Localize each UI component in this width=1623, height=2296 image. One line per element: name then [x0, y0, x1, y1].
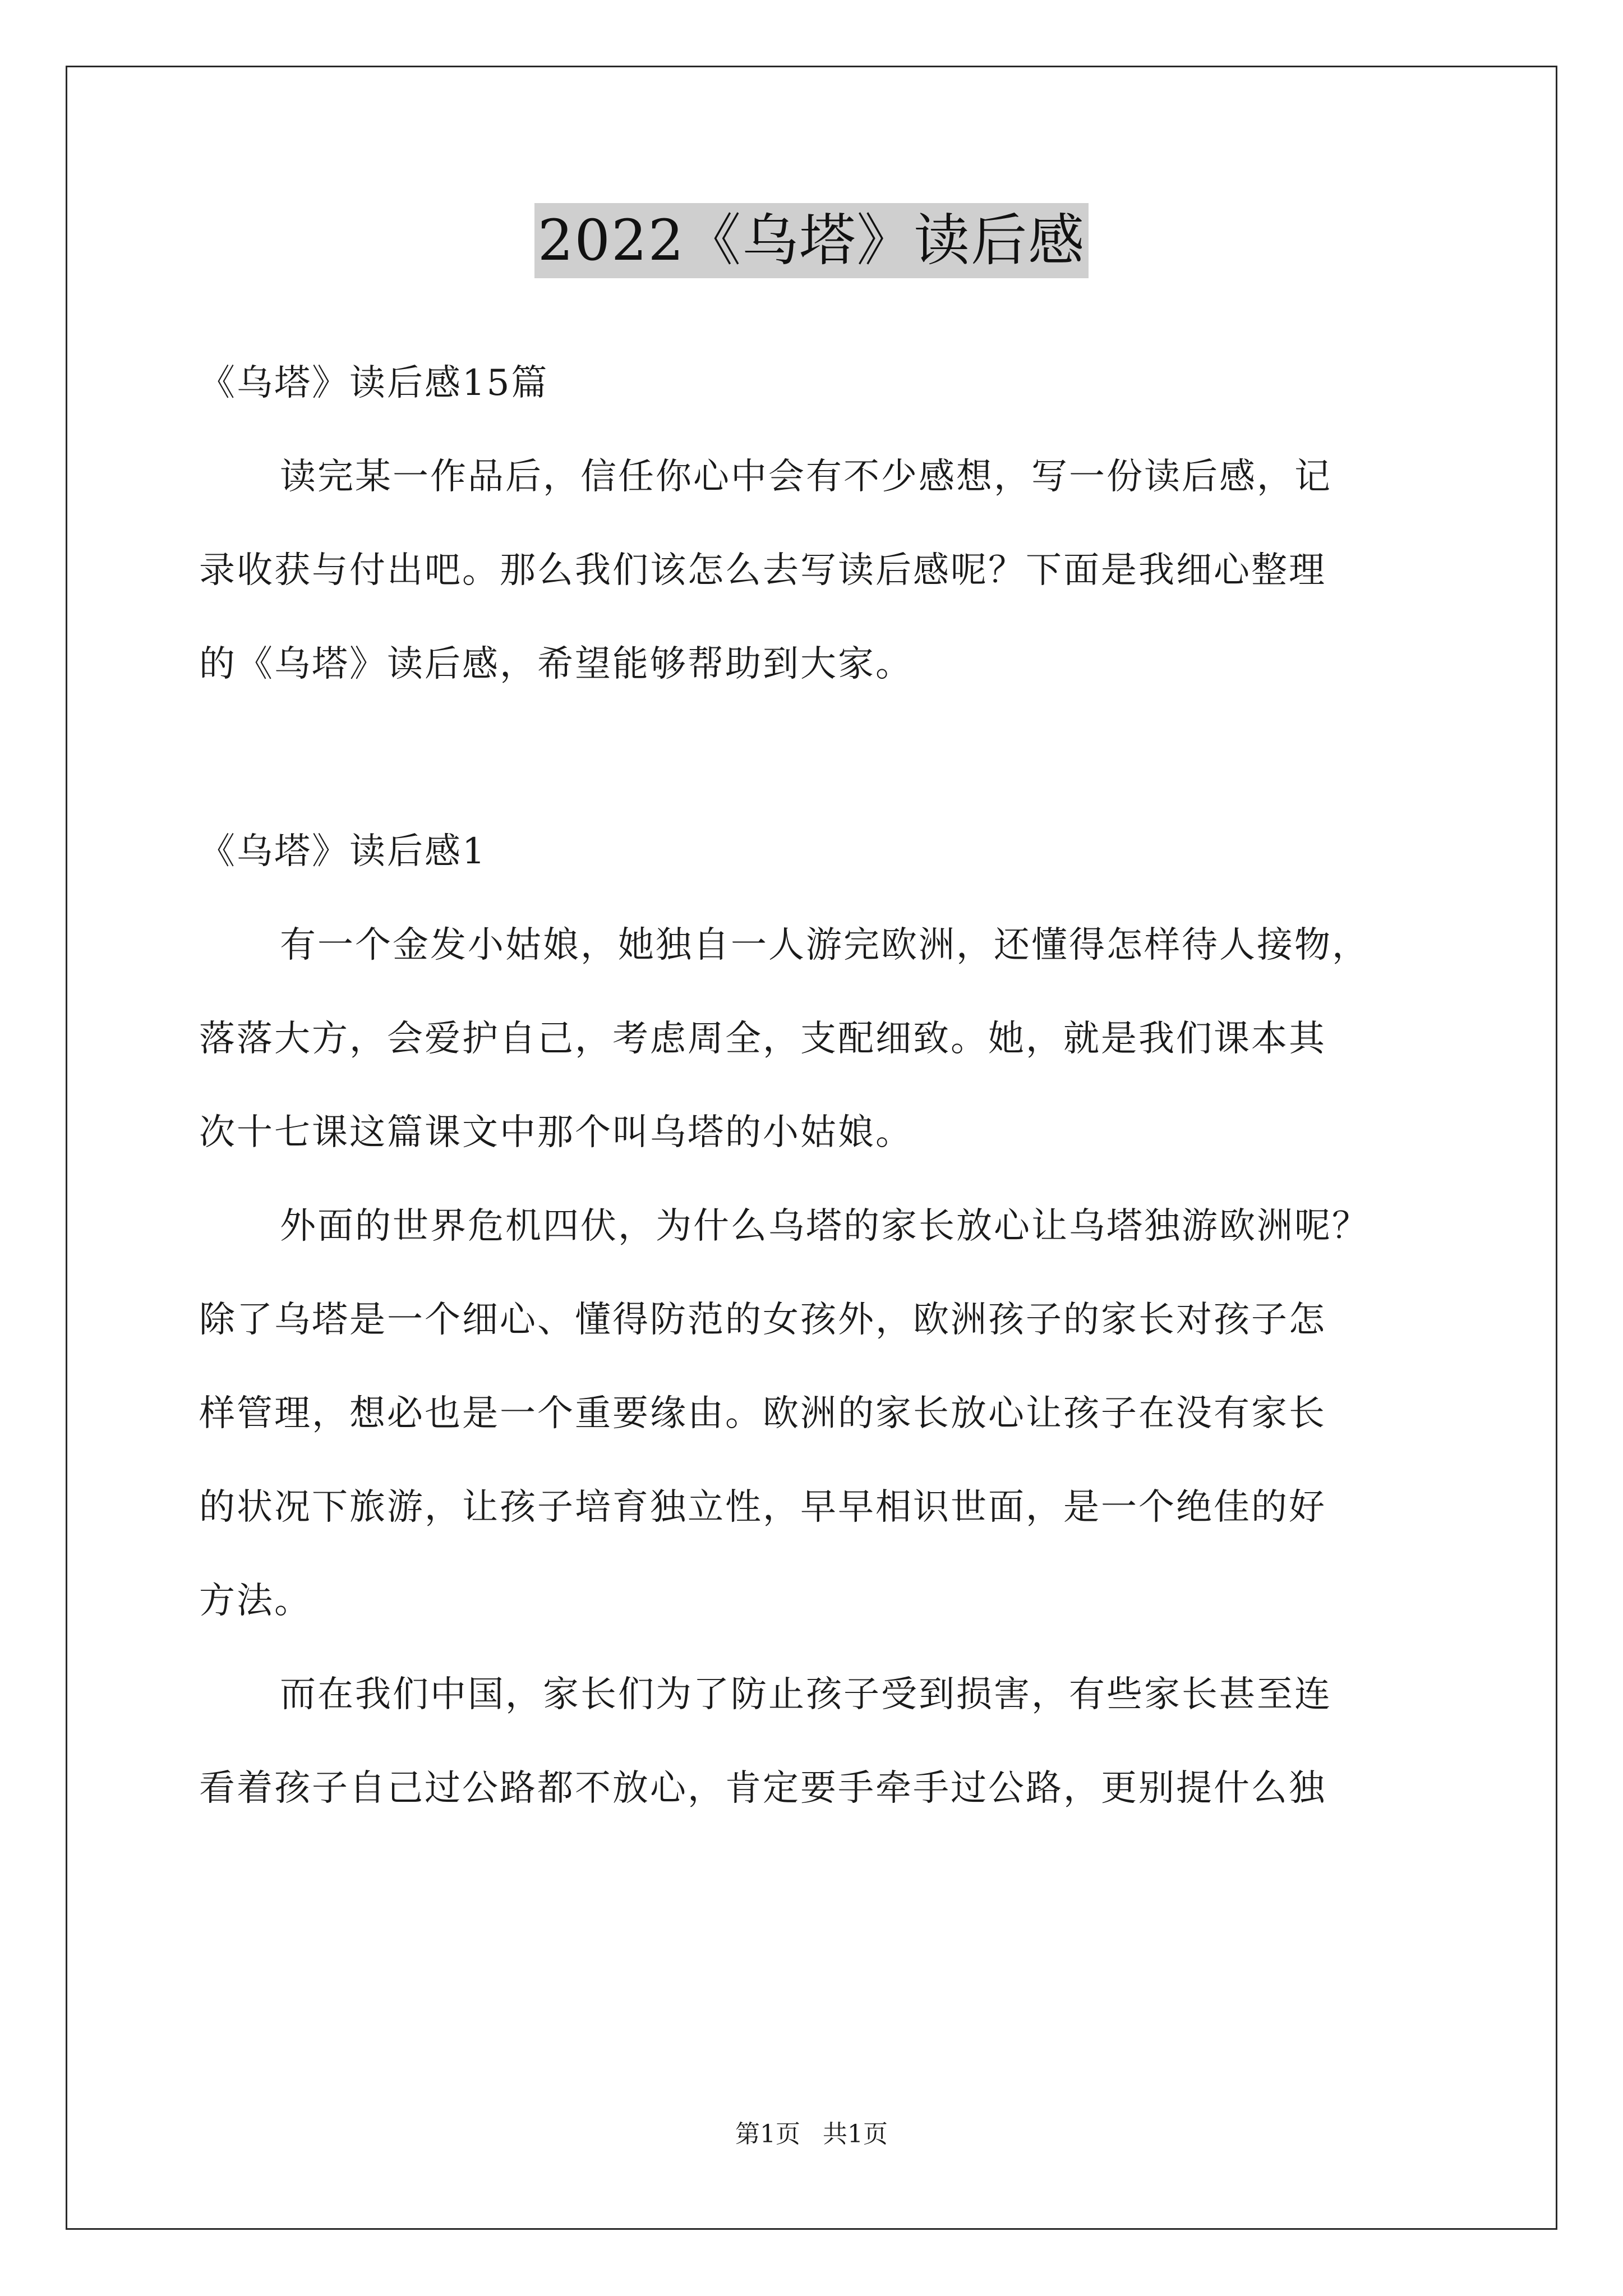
paragraph-line: 外面的世界危机四伏，为什么乌塔的家长放心让乌塔独游欧洲呢？: [280, 1205, 1370, 1247]
page-number-current: 第1页: [735, 2120, 800, 2148]
paragraph-line: 有一个金发小姑娘，她独自一人游完欧洲，还懂得怎样待人接物，: [280, 924, 1370, 966]
page-number-total: 共1页: [823, 2120, 888, 2148]
paragraph-line: 样管理，想必也是一个重要缘由。欧洲的家长放心让孩子在没有家长: [199, 1393, 1326, 1434]
document-body: [199, 337, 1433, 1835]
section-heading: 《乌塔》读后感1: [199, 831, 487, 872]
subtitle-line: 《乌塔》读后感15篇: [199, 362, 549, 404]
page-footer: [0, 2118, 1623, 2151]
paragraph-line: 录收获与付出吧。那么我们该怎么去写读后感呢？下面是我细心整理: [199, 550, 1326, 591]
paragraph-line: 的《乌塔》读后感，希望能够帮助到大家。: [199, 643, 913, 685]
paragraph-line: 而在我们中国，家长们为了防止孩子受到损害，有些家长甚至连: [280, 1674, 1332, 1715]
paragraph-line: 除了乌塔是一个细心、懂得防范的女孩外，欧洲孩子的家长对孩子怎: [199, 1299, 1326, 1341]
paragraph-line: 方法。: [199, 1580, 312, 1622]
paragraph-line: 次十七课这篇课文中那个叫乌塔的小姑娘。: [199, 1112, 913, 1153]
paragraph-line: 读完某一作品后，信任你心中会有不少感想，写一份读后感，记: [280, 456, 1332, 498]
document-title: 2022《乌塔》读后感: [534, 203, 1089, 278]
title-container: [0, 203, 1623, 278]
paragraph-line: 落落大方，会爱护自己，考虑周全，支配细致。她，就是我们课本其: [199, 1018, 1326, 1060]
paragraph-line: 的状况下旅游，让孩子培育独立性，早早相识世面，是一个绝佳的好: [199, 1487, 1326, 1528]
paragraph-line: 看着孩子自己过公路都不放心，肯定要手牵手过公路，更别提什么独: [199, 1768, 1326, 1809]
paragraph-gap: [199, 711, 1433, 805]
